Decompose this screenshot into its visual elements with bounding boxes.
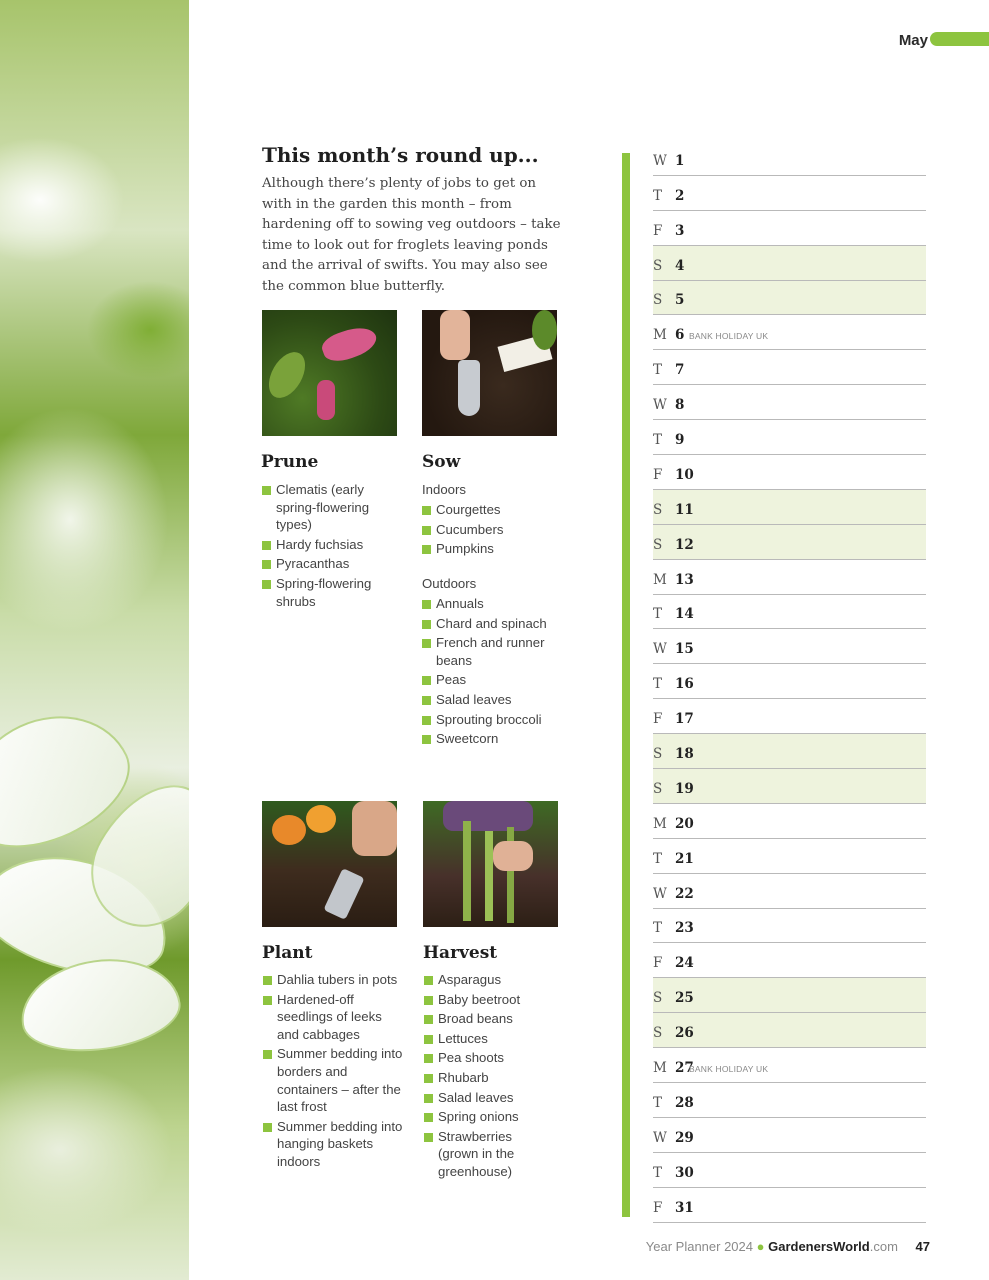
- day-of-week: T: [653, 1094, 663, 1111]
- day-of-week: S: [653, 501, 663, 518]
- day-of-week: W: [653, 641, 667, 658]
- calendar-day-row: [653, 350, 926, 385]
- day-number: 13: [675, 571, 694, 588]
- calendar-day-row: [653, 943, 926, 978]
- prune-heading: Prune: [261, 452, 319, 472]
- page-footer: [600, 1239, 930, 1254]
- list-item: Peas: [422, 671, 552, 689]
- calendar-day-row: [653, 281, 926, 316]
- month-label: May: [898, 32, 928, 49]
- day-number: 25: [675, 990, 694, 1007]
- day-of-week: T: [653, 362, 663, 379]
- sow-heading: Sow: [422, 452, 461, 472]
- calendar-accent-bar: [622, 153, 630, 1217]
- day-number: 7: [675, 362, 685, 379]
- calendar-day-row: [653, 1118, 926, 1153]
- list-item: Dahlia tubers in pots: [263, 971, 403, 989]
- day-of-week: F: [653, 955, 663, 972]
- calendar-day-row: [653, 839, 926, 874]
- list-item: Annuals: [422, 595, 552, 613]
- day-number: 29: [675, 1129, 694, 1146]
- list-item: Lettuces: [424, 1030, 554, 1048]
- calendar-day-row: [653, 1083, 926, 1118]
- day-of-week: S: [653, 1025, 663, 1042]
- calendar-day-row: [653, 1048, 926, 1083]
- list-item: Asparagus: [424, 971, 554, 989]
- day-number: 2: [675, 187, 685, 204]
- calendar-day-row: [653, 246, 926, 281]
- day-of-week: W: [653, 397, 667, 414]
- day-number: 27: [675, 1060, 694, 1077]
- list-item: Spring onions: [424, 1108, 554, 1126]
- list-item: Courgettes: [422, 501, 572, 519]
- day-number: 9: [675, 432, 685, 449]
- day-of-week: F: [653, 1199, 663, 1216]
- day-number: 23: [675, 920, 694, 937]
- day-number: 22: [675, 885, 694, 902]
- day-of-week: T: [653, 1164, 663, 1181]
- calendar-day-row: [653, 1188, 926, 1223]
- calendar-day-row: [653, 455, 926, 490]
- day-number: 28: [675, 1094, 694, 1111]
- day-number: 30: [675, 1164, 694, 1181]
- calendar-day-row: [653, 211, 926, 246]
- day-number: 20: [675, 815, 694, 832]
- sow-indoors-label: Indoors: [422, 482, 466, 497]
- calendar-day-row: [653, 804, 926, 839]
- calendar-day-row: [653, 385, 926, 420]
- separator-dot: ●: [756, 1239, 765, 1254]
- day-number: 31: [675, 1199, 694, 1216]
- list-item: Salad leaves: [422, 691, 552, 709]
- day-of-week: F: [653, 466, 663, 483]
- sow-outdoors-label: Outdoors: [422, 576, 477, 591]
- day-of-week: S: [653, 746, 663, 763]
- calendar-day-row: [653, 176, 926, 211]
- day-number: 10: [675, 466, 694, 483]
- list-item: Summer bedding into borders and containers – after the last frost: [263, 1045, 403, 1115]
- day-number: 19: [675, 780, 694, 797]
- calendar-day-row: [653, 525, 926, 560]
- day-of-week: S: [653, 536, 663, 553]
- calendar-day-row: [653, 595, 926, 630]
- day-number: 16: [675, 676, 694, 693]
- day-of-week: T: [653, 606, 663, 623]
- day-number: 4: [675, 257, 685, 274]
- day-of-week: T: [653, 676, 663, 693]
- holiday-note: BANK HOLIDAY UK: [689, 331, 769, 342]
- list-item: Summer bedding into hanging baskets indoors: [263, 1118, 403, 1171]
- list-item: Clematis (early spring-flowering types): [262, 481, 392, 534]
- calendar-day-row: [653, 978, 926, 1013]
- day-of-week: W: [653, 885, 667, 902]
- plant-photo: [262, 801, 397, 927]
- plant-list: [263, 971, 403, 1173]
- day-of-week: F: [653, 711, 663, 728]
- calendar-day-row: [653, 315, 926, 350]
- list-item: Pea shoots: [424, 1049, 554, 1067]
- day-of-week: T: [653, 920, 663, 937]
- sow-indoors-list: [422, 501, 572, 560]
- calendar-day-row: [653, 874, 926, 909]
- calendar-day-row: [653, 1013, 926, 1048]
- list-item: Pyracanthas: [262, 555, 392, 573]
- day-of-week: W: [653, 152, 667, 169]
- prune-photo: [262, 310, 397, 436]
- day-number: 3: [675, 222, 685, 239]
- day-of-week: W: [653, 1129, 667, 1146]
- page-number: 47: [915, 1239, 930, 1254]
- calendar-day-row: [653, 699, 926, 734]
- calendar-day-row: [653, 490, 926, 525]
- calendar-day-row: [653, 141, 926, 176]
- day-number: 18: [675, 746, 694, 763]
- calendar-day-row: [653, 734, 926, 769]
- decorative-flower-photo: [0, 0, 189, 1280]
- day-of-week: T: [653, 432, 663, 449]
- roundup-title: This month’s round up...: [262, 143, 539, 167]
- day-of-week: T: [653, 187, 663, 204]
- publication-name: Year Planner 2024: [645, 1239, 753, 1254]
- day-number: 17: [675, 711, 694, 728]
- list-item: Pumpkins: [422, 540, 572, 558]
- list-item: Cucumbers: [422, 521, 572, 539]
- day-number: 1: [675, 152, 685, 169]
- calendar-day-row: [653, 560, 926, 595]
- day-number: 12: [675, 536, 694, 553]
- month-calendar: [653, 141, 926, 1223]
- day-number: 5: [675, 292, 685, 309]
- list-item: French and runner beans: [422, 634, 552, 669]
- calendar-day-row: [653, 420, 926, 455]
- sow-outdoors-list: [422, 595, 552, 750]
- day-of-week: S: [653, 990, 663, 1007]
- list-item: Spring-flowering shrubs: [262, 575, 392, 610]
- day-of-week: S: [653, 257, 663, 274]
- list-item: Strawberries (grown in the greenhouse): [424, 1128, 554, 1181]
- day-of-week: F: [653, 222, 663, 239]
- day-of-week: M: [653, 815, 667, 832]
- plant-heading: Plant: [262, 943, 313, 963]
- list-item: Hardy fuchsias: [262, 536, 392, 554]
- list-item: Sweetcorn: [422, 730, 552, 748]
- prune-list: [262, 481, 392, 612]
- calendar-day-row: [653, 769, 926, 804]
- day-number: 14: [675, 606, 694, 623]
- calendar-day-row: [653, 909, 926, 944]
- day-of-week: M: [653, 571, 667, 588]
- day-of-week: S: [653, 780, 663, 797]
- list-item: Chard and spinach: [422, 615, 552, 633]
- list-item: Rhubarb: [424, 1069, 554, 1087]
- day-of-week: M: [653, 1060, 667, 1077]
- harvest-list: [424, 971, 554, 1183]
- month-tab-pill: [930, 32, 989, 46]
- day-number: 15: [675, 641, 694, 658]
- day-number: 26: [675, 1025, 694, 1042]
- sow-photo: [422, 310, 557, 436]
- calendar-day-row: [653, 664, 926, 699]
- day-number: 24: [675, 955, 694, 972]
- day-of-week: T: [653, 850, 663, 867]
- holiday-note: BANK HOLIDAY UK: [689, 1064, 769, 1075]
- day-number: 21: [675, 850, 694, 867]
- list-item: Broad beans: [424, 1010, 554, 1028]
- roundup-text: Although there’s plenty of jobs to get on with in the garden this month – from hardening off to sowing veg outdoors – take time to look out for froglets leaving ponds and the arrival of swifts. You may also see the common blue butterfly.: [262, 176, 561, 294]
- day-number: 11: [675, 501, 694, 518]
- list-item: Salad leaves: [424, 1089, 554, 1107]
- harvest-heading: Harvest: [423, 943, 498, 963]
- day-of-week: M: [653, 327, 667, 344]
- day-of-week: S: [653, 292, 663, 309]
- calendar-day-row: [653, 629, 926, 664]
- list-item: Sprouting broccoli: [422, 711, 552, 729]
- day-number: 8: [675, 397, 685, 414]
- brand-domain: .com: [869, 1239, 898, 1254]
- day-number: 6: [675, 327, 685, 344]
- list-item: Hardened-off seedlings of leeks and cabbages: [263, 991, 403, 1044]
- list-item: Baby beetroot: [424, 991, 554, 1009]
- brand-name: GardenersWorld: [768, 1239, 870, 1254]
- harvest-photo: [423, 801, 558, 927]
- calendar-day-row: [653, 1153, 926, 1188]
